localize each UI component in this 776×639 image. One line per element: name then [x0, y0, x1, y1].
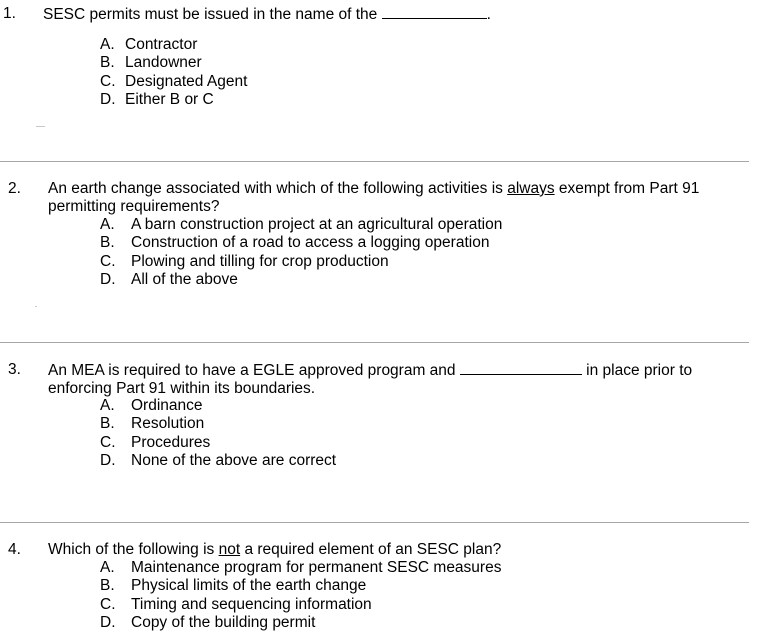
section-divider	[0, 342, 749, 343]
decorative-mark	[36, 126, 45, 127]
section-divider	[0, 161, 749, 162]
question-stem: Which of the following is not a required element of an SESC plan?	[48, 541, 502, 558]
question-number: 1.	[3, 5, 16, 22]
question-number: 3.	[8, 361, 21, 378]
question-stem: An MEA is required to have a EGLE approved program and in place prior to enforcing Part 91 within its boundaries.	[48, 362, 693, 397]
question-stem: An earth change associated with which of the following activities is always exempt from Part 91 permitting requirements?	[48, 180, 700, 215]
decorative-mark	[35, 306, 37, 307]
question-stem: SESC permits must be issued in the name of the .	[43, 6, 491, 23]
section-divider	[0, 522, 749, 523]
emphasis-text: always	[507, 180, 555, 197]
question-number: 4.	[8, 541, 21, 558]
answer-blank	[382, 5, 487, 19]
question-number: 2.	[8, 180, 21, 197]
emphasis-text: not	[218, 541, 241, 558]
answer-blank	[460, 361, 582, 375]
